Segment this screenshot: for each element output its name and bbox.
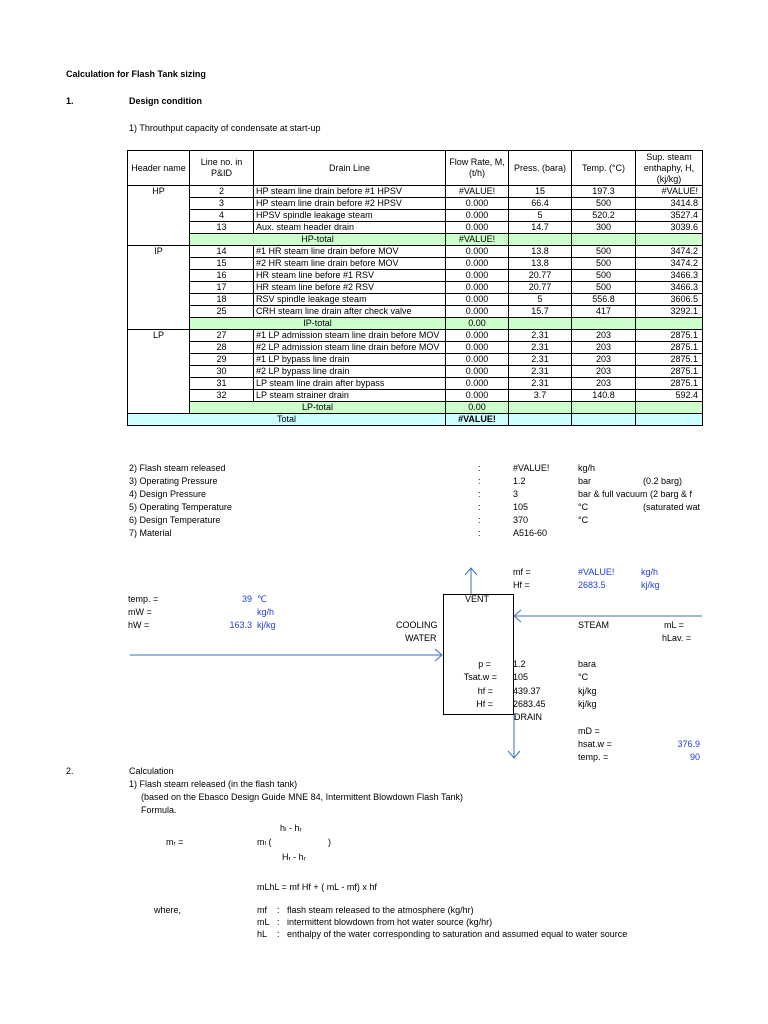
formula-equation: mLhL = mf Hf + ( mL - mf) x hf [257,882,377,892]
table-cell: 197.3 [572,186,636,198]
drain-label: DRAIN [514,712,543,722]
definition-colon: : [277,929,280,939]
table-cell: 28 [190,342,254,354]
hW-value: 163.3 [229,620,252,630]
temp-unit: ℃ [257,594,268,604]
mL-label: mL = [664,620,684,630]
table-cell: 0.000 [446,198,509,210]
vent-label: VENT [465,594,490,604]
column-header: Drain Line [254,151,446,186]
table-cell: 29 [190,354,254,366]
table-cell: 3292.1 [636,306,703,318]
table-cell: 27 [190,330,254,342]
table-cell: 30 [190,366,254,378]
condition-unit: bar & full vacuum (2 barg & f [578,489,693,499]
condition-colon: : [478,463,481,473]
table-cell: 556.8 [572,294,636,306]
definition-text: enthalpy of the water corresponding to saturation and assumed equal to water source [287,929,628,939]
table-cell: 32 [190,390,254,402]
table-cell: 3466.3 [636,282,703,294]
table-cell: 2875.1 [636,378,703,390]
formula-numerator: hₗ - hᵣ [280,823,302,833]
table-cell: 3527.4 [636,210,703,222]
table-cell: #VALUE! [636,186,703,198]
table-cell: 3414.8 [636,198,703,210]
table-cell: 20.77 [509,270,572,282]
mf-label: mf = [513,567,531,577]
temp2-label: temp. = [578,752,609,762]
table-cell: CRH steam line drain after check valve [254,306,446,318]
hsat-value: 376.9 [677,739,700,749]
table-cell: 203 [572,378,636,390]
Hf-unit: kj/kg [641,580,660,590]
table-cell: 14.7 [509,222,572,234]
table-cell: 417 [572,306,636,318]
table-cell: 500 [572,258,636,270]
section-title: Design condition [129,96,202,106]
condition-value: 370 [513,515,529,525]
tsat-value: 105 [513,672,529,682]
table-cell: 0.000 [446,222,509,234]
table-cell: 520.2 [572,210,636,222]
definition-colon: : [277,905,280,915]
condition-unit: kg/h [578,463,596,473]
mD-label: mD = [578,726,600,736]
mf-unit: kg/h [641,567,659,577]
table-cell: 2875.1 [636,330,703,342]
tsat-unit: °C [578,672,589,682]
formula-close: ) [328,837,331,847]
table-cell: 0.000 [446,270,509,282]
column-header: Flow Rate, M, (t/h) [446,151,509,186]
table-cell: 500 [572,246,636,258]
definition-text: flash steam released to the atmosphere (kg/hr) [287,905,474,915]
table-cell: 203 [572,366,636,378]
hf-label: hf = [477,686,493,696]
condition-colon: : [478,528,481,538]
condition-unit: bar [578,476,592,486]
table-cell: 2875.1 [636,366,703,378]
table-cell: 14 [190,246,254,258]
p-label: p = [478,659,491,669]
table-cell: 3 [190,198,254,210]
table-cell: #2 LP bypass line drain [254,366,446,378]
table-cell: 0.000 [446,390,509,402]
table-cell: 16 [190,270,254,282]
condition-colon: : [478,502,481,512]
table-cell: 25 [190,306,254,318]
condition-label: 4) Design Pressure [129,489,207,499]
definition-colon: : [277,917,280,927]
definition-symbol: mf [257,905,267,915]
table-cell: 17 [190,282,254,294]
table-cell: 3606.5 [636,294,703,306]
table-cell: Aux. steam header drain [254,222,446,234]
table-cell: 0.000 [446,354,509,366]
page-title: Calculation for Flash Tank sizing [66,69,206,79]
condition-note: (0.2 barg) [643,476,683,486]
condition-unit: °C [578,502,589,512]
column-header: Sup. steam enthaphy, H, (kj/kg) [636,151,703,186]
Hf2-label: Hf = [476,699,493,709]
table-cell: 203 [572,330,636,342]
condition-value: A516-60 [513,528,548,538]
table-cell: 0.000 [446,366,509,378]
table-cell: 5 [509,294,572,306]
temp2-value: 90 [689,752,700,762]
table-cell: 4 [190,210,254,222]
temp-label: temp. = [128,594,159,604]
table-cell: 0.000 [446,342,509,354]
table-cell: RSV spindle leakage steam [254,294,446,306]
table-cell: 300 [572,222,636,234]
table-cell: 2.31 [509,378,572,390]
table-cell: 15.7 [509,306,572,318]
p-value: 1.2 [513,659,526,669]
subtotal-value: #VALUE! [446,234,509,246]
condition-colon: : [478,489,481,499]
water-label: WATER [405,633,437,643]
grand-total-label: Total [128,414,446,426]
table-cell: 3039.6 [636,222,703,234]
Hf-value: 2683.5 [578,580,606,590]
condition-label: 7) Material [129,528,172,538]
subtotal-label: HP-total [190,234,446,246]
condition-label: 3) Operating Pressure [129,476,218,486]
header-name-cell: LP [128,330,190,342]
mW-label: mW = [128,607,152,617]
table-cell: HR steam line before #2 RSV [254,282,446,294]
table-cell: 2.31 [509,342,572,354]
table-cell: 0.000 [446,282,509,294]
column-header: Temp. (°C) [572,151,636,186]
table-cell: 18 [190,294,254,306]
definition-symbol: hL [257,929,268,939]
condition-value: 3 [513,489,519,499]
condition-label: 2) Flash steam released [129,463,226,473]
table-cell: #VALUE! [446,186,509,198]
hf-unit: kj/kg [578,686,597,696]
condition-value: #VALUE! [513,463,550,473]
condition-value: 105 [513,502,529,512]
section2-line3: Formula. [141,805,177,815]
table-cell: 3474.2 [636,258,703,270]
condition-note: (saturated wat [643,502,701,512]
p-unit: bara [578,659,597,669]
table-cell: 66.4 [509,198,572,210]
table-cell: #1 HR steam line drain before MOV [254,246,446,258]
table-cell: 2875.1 [636,342,703,354]
table-cell: 140.8 [572,390,636,402]
table-cell: HP steam line drain before #2 HPSV [254,198,446,210]
condition-label: 6) Design Temperature [129,515,221,525]
header-name-cell: HP [128,186,190,198]
table-cell: 500 [572,282,636,294]
steam-label: STEAM [578,620,610,630]
hW-label: hW = [128,620,150,630]
table-cell: 0.000 [446,378,509,390]
table-cell: 203 [572,342,636,354]
table-cell: #2 HR steam line drain before MOV [254,258,446,270]
where-label: where, [154,905,182,915]
hLav-label: hLav. = [662,633,692,643]
table-cell: 3466.3 [636,270,703,282]
condition-colon: : [478,515,481,525]
subsection-title: 1) Throuthput capacity of condensate at start-up [129,123,321,133]
tsat-label: Tsat.w = [463,672,497,682]
header-name-cell: IP [128,246,190,258]
formula-mid: mₗ ( [257,837,272,847]
table-cell: HR steam line before #1 RSV [254,270,446,282]
hf-value: 439.37 [513,686,541,696]
section-number: 1. [66,96,74,106]
table-cell: #1 LP bypass line drain [254,354,446,366]
table-cell: 2875.1 [636,354,703,366]
condition-label: 5) Operating Temperature [129,502,232,512]
Hf2-value: 2683.45 [513,699,546,709]
table-cell: 0.000 [446,210,509,222]
mf-value: #VALUE! [578,567,615,577]
table-cell: 20.77 [509,282,572,294]
table-cell: 13 [190,222,254,234]
table-cell: 2.31 [509,366,572,378]
table-cell: LP steam line drain after bypass [254,378,446,390]
table-cell: 0.000 [446,330,509,342]
subtotal-value: 0.00 [446,402,509,414]
mW-unit: kg/h [257,607,275,617]
table-cell: 500 [572,198,636,210]
section2-line1: 1) Flash steam released (in the flash tank) [129,779,298,789]
subtotal-value: 0.00 [446,318,509,330]
condition-value: 1.2 [513,476,526,486]
cooling-label: COOLING [396,620,438,630]
table-cell: HP steam line drain before #1 HPSV [254,186,446,198]
temp-value: 39 [241,594,252,604]
formula-left: mᵣ = [166,837,184,847]
formula-denominator: Hᵣ - hᵣ [282,852,306,862]
definition-symbol: mL [257,917,270,927]
table-cell: HPSV spindle leakage steam [254,210,446,222]
section2-title: Calculation [129,766,174,776]
table-cell: 2.31 [509,330,572,342]
table-cell: 0.000 [446,246,509,258]
table-cell: 15 [509,186,572,198]
condition-colon: : [478,476,481,486]
hW-unit: kj/kg [257,620,276,630]
table-cell: 15 [190,258,254,270]
table-cell: 13.8 [509,246,572,258]
table-cell: 0.000 [446,258,509,270]
table-cell: 2.31 [509,354,572,366]
table-cell: 0.000 [446,306,509,318]
table-cell: LP steam strainer drain [254,390,446,402]
column-header: Header name [128,151,190,186]
table-cell: 31 [190,378,254,390]
table-cell: 500 [572,270,636,282]
table-cell: 5 [509,210,572,222]
table-cell: 0.000 [446,294,509,306]
table-cell: 3474.2 [636,246,703,258]
column-header: Press. (bara) [509,151,572,186]
section2-number: 2. [66,766,74,776]
table-cell: 3.7 [509,390,572,402]
hsat-label: hsat.w = [578,739,612,749]
subtotal-label: LP-total [190,402,446,414]
table-cell: #1 LP admission steam line drain before MOV [254,330,446,342]
table-cell: 203 [572,354,636,366]
Hf-label: Hf = [513,580,530,590]
condition-unit: °C [578,515,589,525]
subtotal-label: IP-total [190,318,446,330]
table-cell: 13.8 [509,258,572,270]
table-cell: 2 [190,186,254,198]
column-header: Line no. in P&ID [190,151,254,186]
Hf2-unit: kj/kg [578,699,597,709]
table-cell: 592.4 [636,390,703,402]
section2-line2: (based on the Ebasco Design Guide MNE 84, Intermittent Blowdown Flash Tank) [141,792,464,802]
definition-text: intermittent blowdown from hot water source (kg/hr) [287,917,493,927]
table-cell: #2 LP admission steam line drain before MOV [254,342,446,354]
grand-total-value: #VALUE! [446,414,509,426]
